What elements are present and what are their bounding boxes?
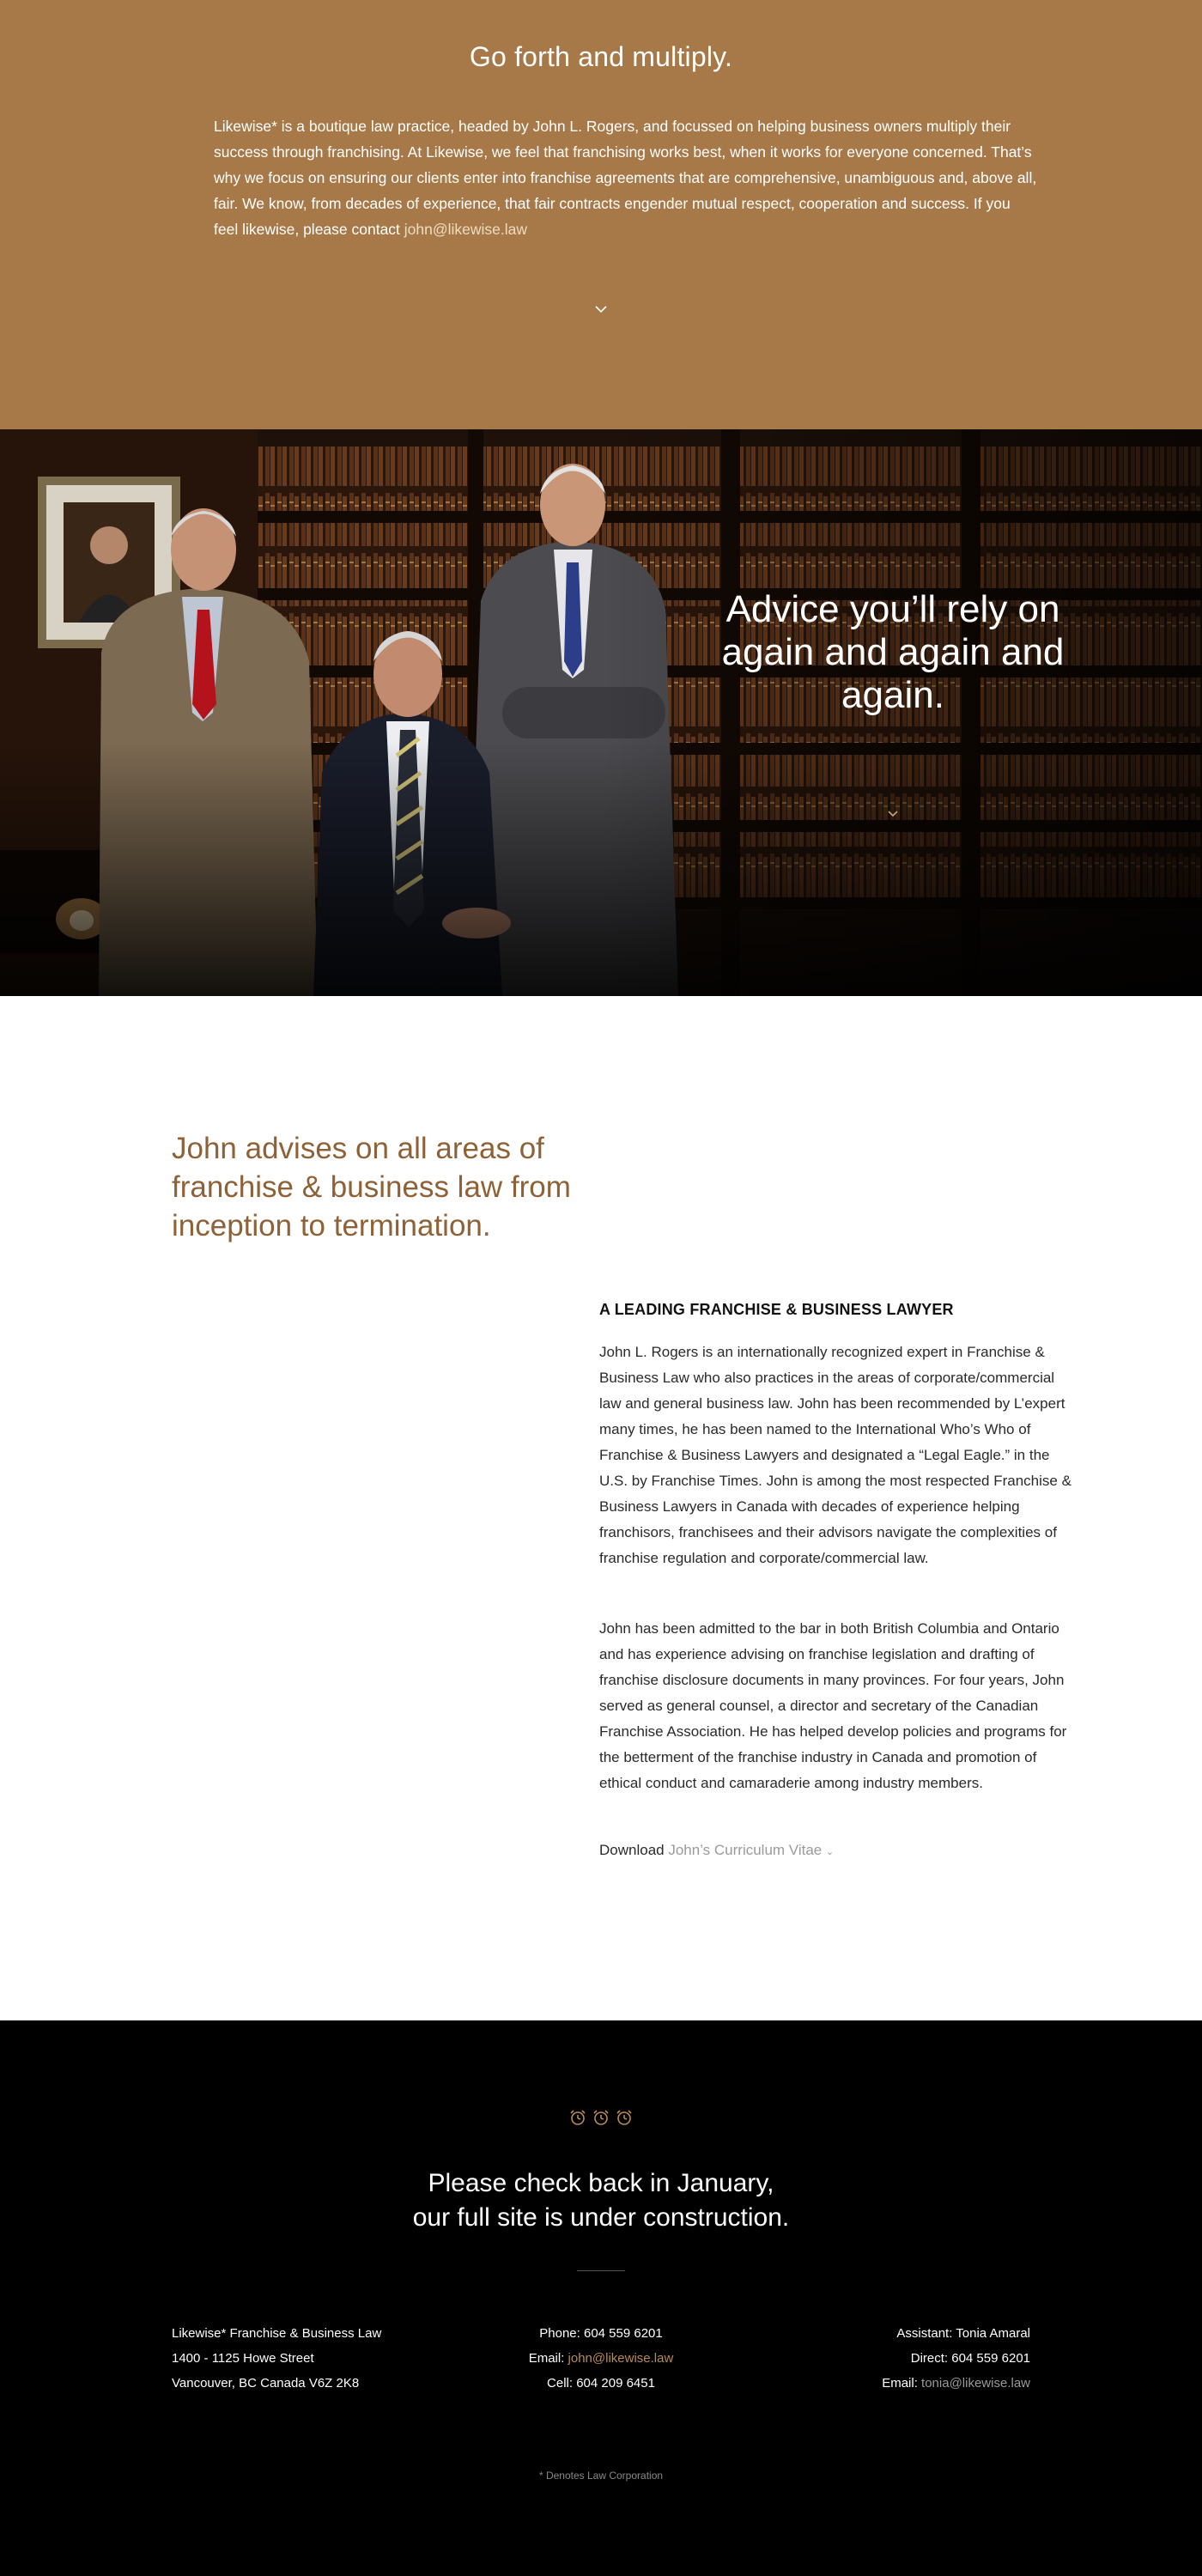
footer-assistant [756,2321,1030,2396]
cv-download-link[interactable]: John’s Curriculum Vitae [668,1842,823,1858]
cell: Cell: 604 209 6451 [547,2376,655,2391]
photo-tagline: Advice you’ll rely on again and again and again. [721,588,1065,716]
footer-contact [429,2321,773,2396]
footer-address [172,2321,446,2396]
alarm-clock-icon [594,2111,608,2124]
message-line-2: our full site is under construction. [412,2203,790,2232]
footnote: * Denotes Law Corporation [538,2470,664,2482]
about-section [0,996,1202,2020]
assistant-name: Assistant: Tonia Amaral [896,2326,1030,2341]
phone: Phone: 604 559 6201 [539,2326,663,2341]
chevron-down-icon[interactable] [882,805,904,823]
address-line-1: 1400 - 1125 Howe Street [172,2351,314,2366]
site-footer [0,2020,1202,2576]
hero-intro [214,113,1038,242]
alarm-clock-icon [571,2111,585,2124]
hero-section [0,0,1202,429]
email-row [429,2346,773,2371]
bio-paragraph-2: John has been admitted to the bar in both British Columbia and Ontario and has experience advising on franchise legislation and drafting of franchise disclosure documents in many provinces. For four years, John served as general counsel, a director and secretary of the Canadian Franchise Association. He has helped develop policies and programs for the betterment of the franchise industry in Canada and promotion of ethical conduct and camaraderie among industry members. [599,1620,1067,1791]
assistant-email-row [756,2371,1030,2396]
alarm-clock-icon [617,2111,631,2124]
chevron-down-icon[interactable] [589,299,613,319]
assistant-email-link[interactable]: tonia@likewise.law [921,2376,1030,2391]
bio-paragraph-1: John L. Rogers is an internationally recognized expert in Franchise & Business Law who also practices in the areas of corporate/commercial law and general business law. John has been recommended by L’expert many times, he has been named to the International Who’s Who of Franchise & Business Lawyers and designated a “Legal Eagle.” in the U.S. by Franchise Times. John is among the most respected Franchise & Business Lawyers in Canada with decades of experience helping franchisors, franchisees and their advisors navigate the complexities of franchise regulation and corporate/commercial law. [599,1344,1071,1566]
download-arrow-icon: ⌄ [825,1847,835,1857]
hero-contact-link[interactable]: john@likewise.law [404,221,528,238]
download-prefix: Download [599,1842,669,1858]
team-photo-banner [0,429,1202,996]
hero-title: Go forth and multiply. [469,41,733,72]
divider [577,2270,625,2271]
download-cv [599,1842,834,1859]
email-link[interactable]: john@likewise.law [568,2351,674,2366]
assistant-direct: Direct: 604 559 6201 [910,2351,1030,2366]
alarm-clock-icons [567,2108,635,2127]
address-line-2: Vancouver, BC Canada V6Z 2K8 [172,2376,360,2391]
construction-message [0,2166,1202,2235]
email-label: Email: [528,2351,568,2366]
section-label: A LEADING FRANCHISE & BUSINESS LAWYER [599,1301,954,1318]
assistant-email-label: Email: [882,2376,922,2391]
about-headline: John advises on all areas of franchise & business law from inception to termination. [172,1132,571,1242]
message-line-1: Please check back in January, [428,2169,774,2197]
hero-intro-text: Likewise* is a boutique law practice, headed by John L. Rogers, and focussed on helping business owners multiply their success through franchising. At Likewise, we feel that franchising works best, when it works for everyone concerned. That’s why we focus on ensuring our clients enter into franchise agreements that are comprehensive, unambiguous and, above all, fair. We know, from decades of experience, that fair contracts engender mutual respect, cooperation and success. If you feel likewise, please contact [214,118,1037,238]
firm-name: Likewise* Franchise & Business Law [172,2326,382,2341]
